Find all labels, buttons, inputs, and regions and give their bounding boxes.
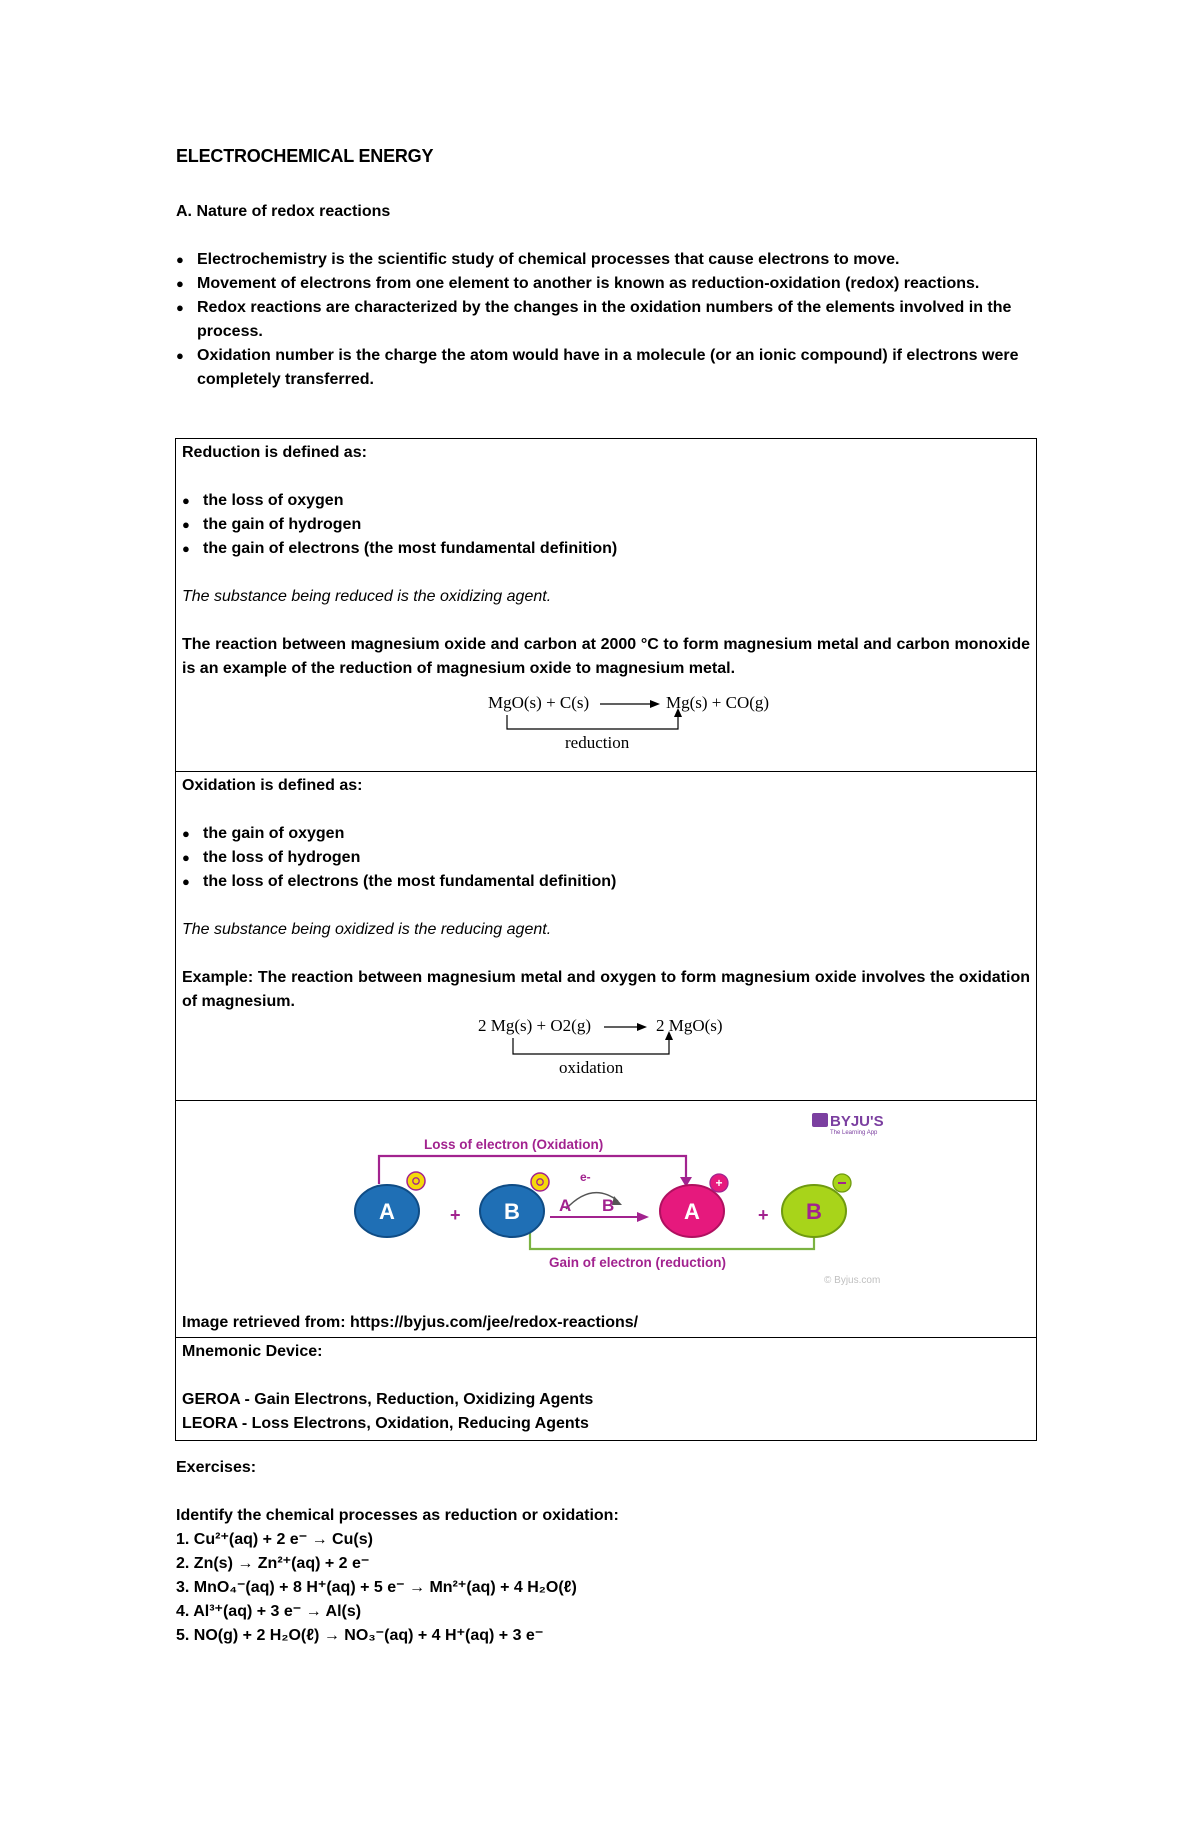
oxidation-bullet: ● the gain of oxygen [182,822,1030,846]
exercise-item: 5. NO(g) + 2 H₂O(ℓ) → NO₃⁻(aq) + 4 H⁺(aq) + 3 e⁻ [176,1627,544,1644]
oxidation-heading: Oxidation is defined as: [182,777,363,794]
figure-caption: Image retrieved from: https://byjus.com/jee/redox-reactions/ [182,1314,639,1331]
intro-bullet: ● Electrochemistry is the scientific study of chemical processes that cause electrons to move. [176,248,1036,272]
ball-b-product: B [806,1199,822,1224]
ball-a-reactant: A [379,1199,395,1224]
oxidation-cell [176,772,1037,1101]
figure-cell [176,1101,1037,1338]
oxidation-bullet: ● the loss of electrons (the most fundamental definition) [182,870,1030,894]
redox-figure [182,1101,1030,1311]
plus-sign: + [758,1205,769,1225]
exercise-item: 2. Zn(s) → Zn²⁺(aq) + 2 e⁻ [176,1555,370,1572]
brand-logo-icon [812,1113,828,1127]
intro-bullet: ● Movement of electrons from one element to another is known as reduction-oxidation (redox) reactions. [176,272,1036,296]
figure-watermark: © Byjus.com [824,1275,881,1286]
reduction-eq-left: MgO(s) + C(s) [488,693,590,712]
exercise-item: 1. Cu²⁺(aq) + 2 e⁻ → Cu(s) [176,1531,373,1548]
oxidation-arrow-label: Loss of electron (Oxidation) [424,1137,604,1152]
middle-b-label: B [602,1196,615,1215]
ball-b-reactant: B [504,1199,520,1224]
reduction-arrow-label: Gain of electron (reduction) [549,1255,727,1270]
ball-a-product: A [684,1199,700,1224]
mnemonic-cell [176,1338,1037,1441]
electron-label: e- [580,1170,591,1184]
reduction-bullet: ● the gain of hydrogen [182,513,1030,537]
exercises-heading: Exercises: [176,1459,257,1476]
middle-a-label: A [559,1196,572,1215]
mnemonic-heading: Mnemonic Device: [182,1343,323,1360]
oxidation-eq-right: 2 MgO(s) [656,1016,723,1035]
plus-sign: + [450,1205,461,1225]
mnemonic-geroa: GEROA - Gain Electrons, Reduction, Oxidizing Agents [182,1391,594,1408]
oxidation-equation [182,1014,1030,1090]
reduction-cell [176,439,1037,772]
oxidation-eq-left: 2 Mg(s) + O2(g) [478,1016,591,1035]
intro-bullet-list [176,248,1036,392]
reduction-example: The reaction between magnesium oxide and carbon at 2000 °C to form magnesium metal and carbon monoxide is an example of the reduction of magnesium oxide to magnesium metal. [182,636,1030,677]
oxidation-bullet: ● the loss of hydrogen [182,846,1030,870]
oxidation-eq-label: oxidation [559,1058,624,1077]
section-heading: A. Nature of redox reactions [176,203,391,220]
reduction-eq-right: Mg(s) + CO(g) [666,693,770,712]
exercise-item: 4. Al³⁺(aq) + 3 e⁻ → Al(s) [176,1603,362,1620]
oxidation-bullet-list [182,822,1030,894]
reduction-equation [182,681,1030,757]
reduction-bullet: ● the gain of electrons (the most fundamental definition) [182,537,1030,561]
exercises-section [176,1456,1036,1648]
brand-name: BYJU'S [830,1113,884,1130]
mnemonic-leora: LEORA - Loss Electrons, Oxidation, Reducing Agents [182,1415,589,1432]
brand-subtitle: The Learning App [830,1130,878,1136]
exercises-instruction: Identify the chemical processes as reduction or oxidation: [176,1507,619,1524]
reduction-agent-note: The substance being reduced is the oxidizing agent. [182,588,552,605]
reduction-eq-label: reduction [565,733,630,752]
svg-text:+: + [715,1176,723,1190]
reduction-heading: Reduction is defined as: [182,444,367,461]
exercise-item: 3. MnO₄⁻(aq) + 8 H⁺(aq) + 5 e⁻ → Mn²⁺(aq) + 4 H₂O(ℓ) [176,1579,577,1596]
oxidation-agent-note: The substance being oxidized is the reducing agent. [182,921,552,938]
reduction-bullet: ● the loss of oxygen [182,489,1030,513]
intro-bullet: ● Redox reactions are characterized by the changes in the oxidation numbers of the elements involved in the process. [176,296,1036,344]
page-title: ELECTROCHEMICAL ENERGY [176,146,434,166]
reduction-bullet-list [182,489,1030,561]
definitions-table [175,438,1037,1441]
redox-figure-graphic [182,1101,1030,1311]
intro-bullet: ● Oxidation number is the charge the atom would have in a molecule (or an ionic compound) if electrons were completely transferred. [176,344,1036,392]
oxidation-example: Example: The reaction between magnesium metal and oxygen to form magnesium oxide involves the oxidation of magnesium. [182,969,1030,1010]
